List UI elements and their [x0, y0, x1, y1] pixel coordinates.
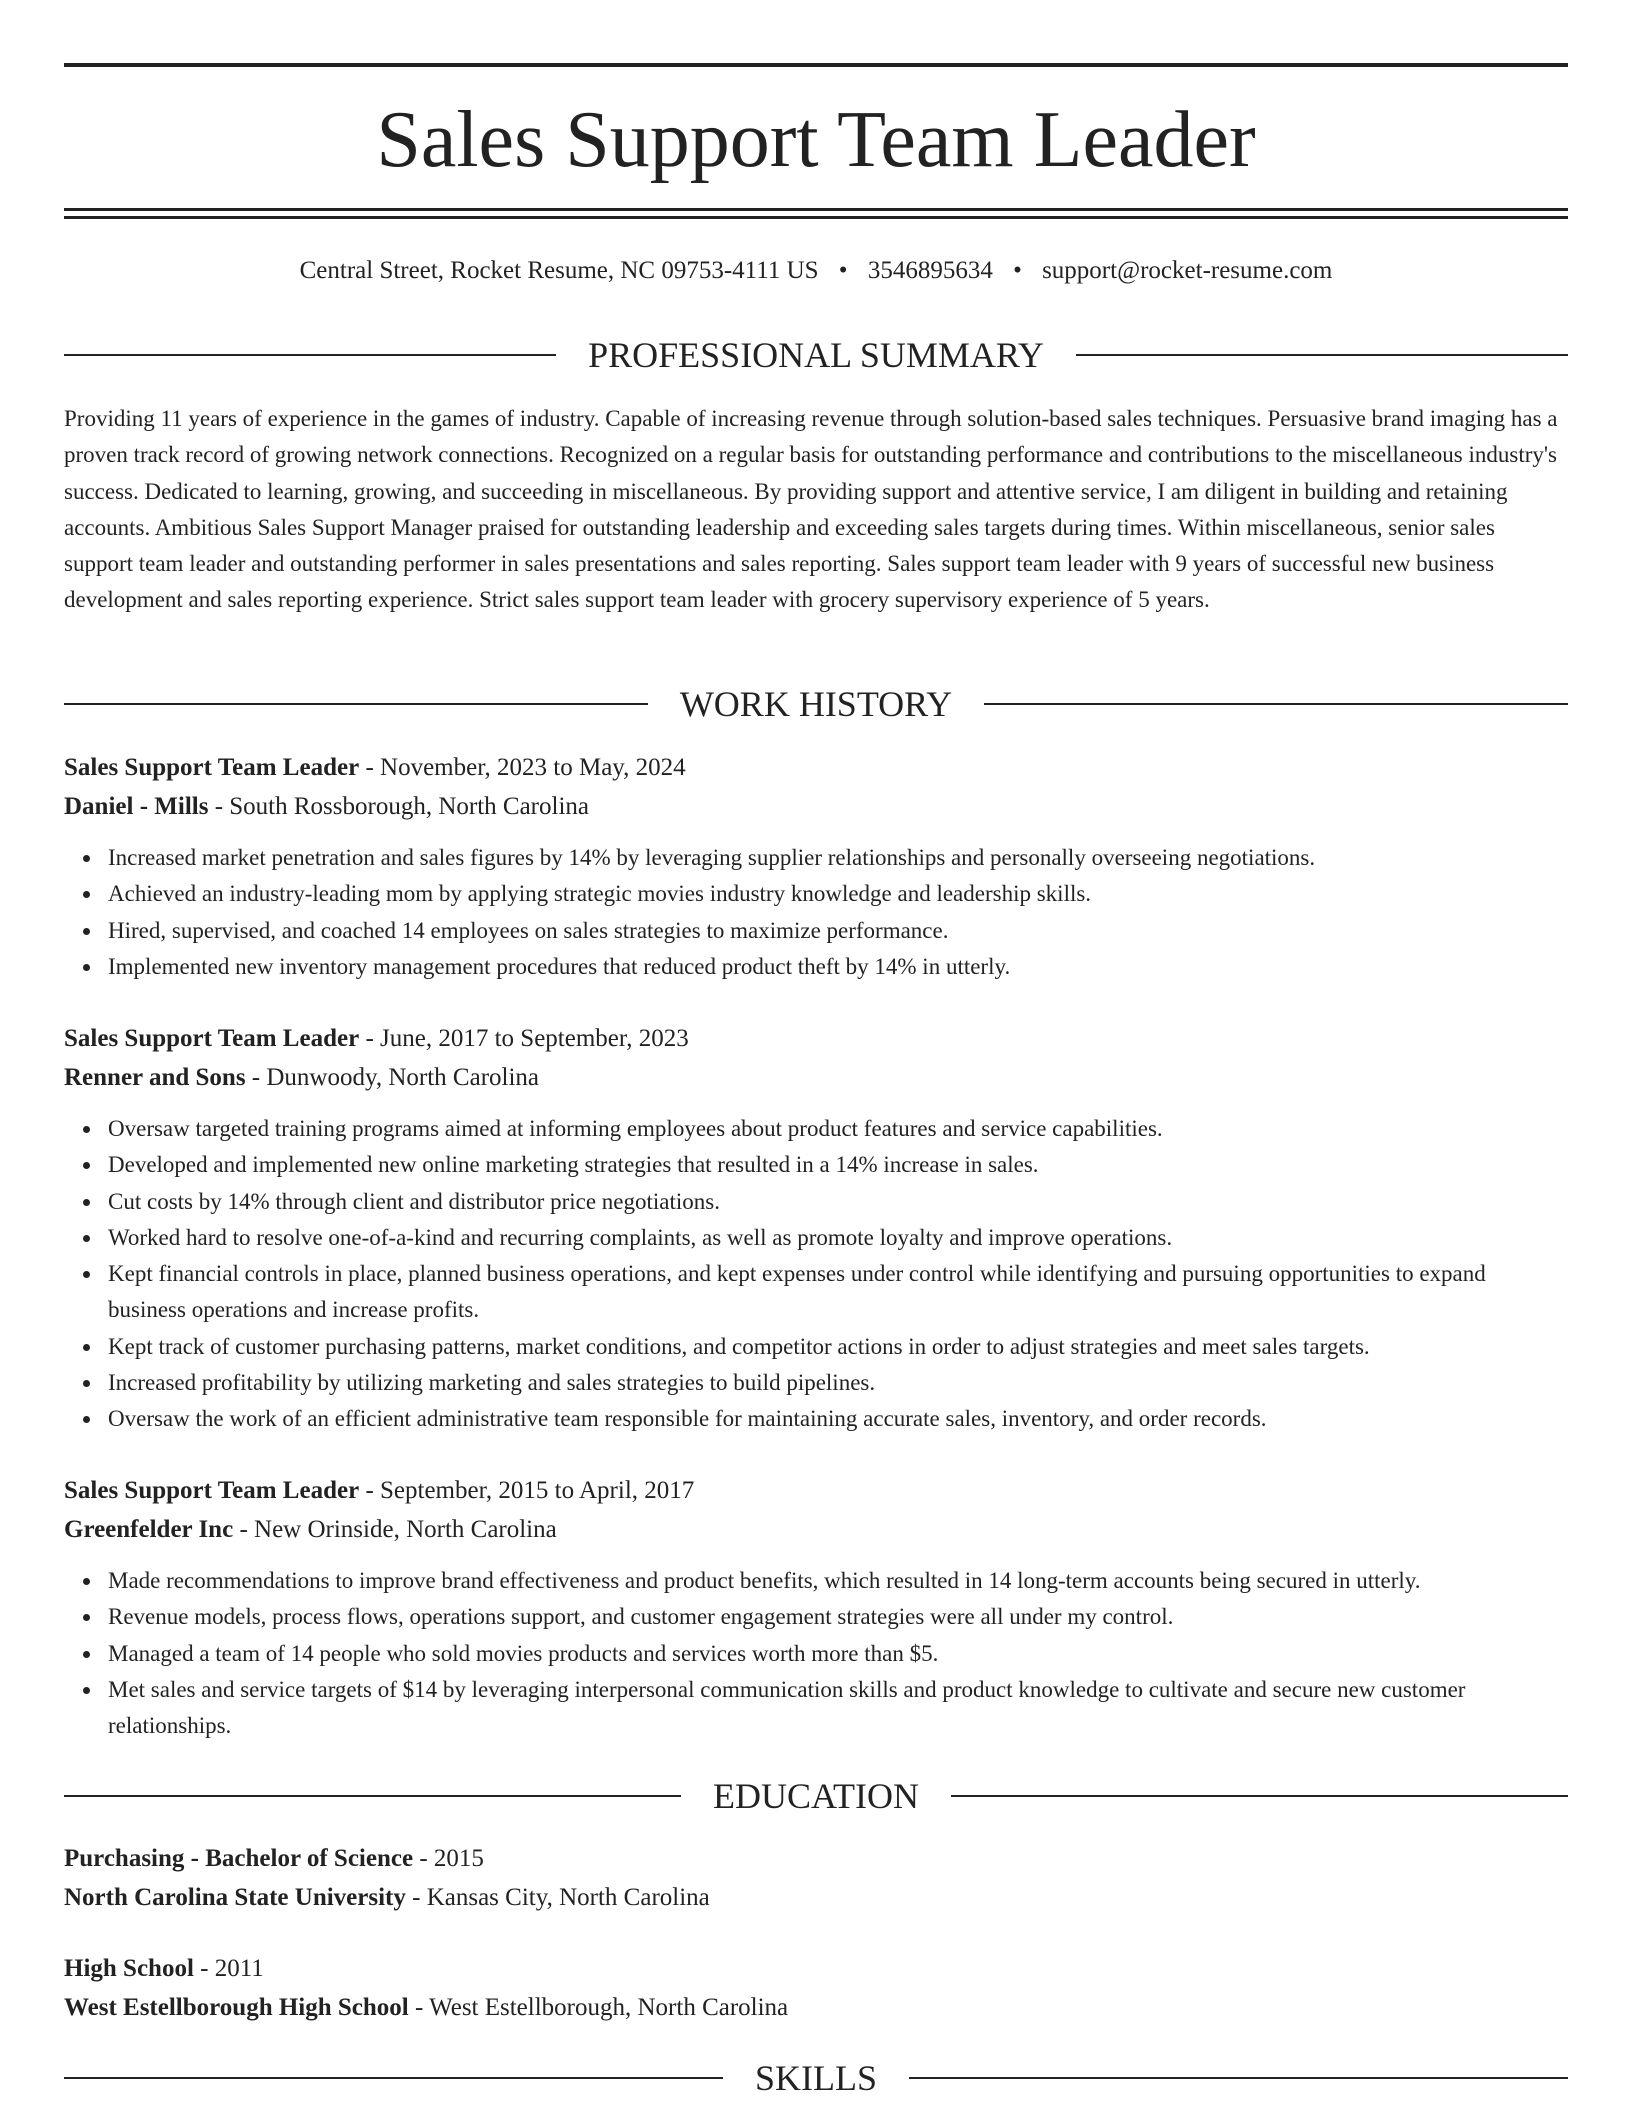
job-company: Greenfelder Inc — [64, 1516, 234, 1543]
job-location: - Dunwoody, North Carolina — [245, 1064, 540, 1091]
job-bullet: Worked hard to resolve one-of-a-kind and recurring complaints, as well as promote loyalty and improve operations. — [108, 1220, 1568, 1256]
job-bullets — [64, 1563, 1568, 1744]
job-bullet: Increased market penetration and sales figures by 14% by leveraging supplier relationships and personally overseeing negotiations. — [108, 840, 1568, 876]
school-location: - West Estellborough, North Carolina — [408, 1994, 789, 2021]
header-bottom-rule — [64, 208, 1568, 211]
job-company-line — [64, 787, 1568, 826]
degree: Purchasing - Bachelor of Science — [64, 1845, 414, 1872]
job-dates: - June, 2017 to September, 2023 — [359, 1025, 689, 1052]
job-dates: - September, 2015 to April, 2017 — [359, 1477, 695, 1504]
education-entry — [64, 1839, 1568, 1917]
job-title: Sales Support Team Leader — [64, 1477, 360, 1504]
job-entry — [64, 1019, 1568, 1438]
job-bullet: Kept financial controls in place, planned business operations, and kept expenses under control while identifying and pursuing opportunities to expand business operations and increase profits. — [108, 1256, 1568, 1329]
heading-rule-right — [951, 1795, 1568, 1797]
degree: High School — [64, 1955, 194, 1982]
section-title: EDUCATION — [713, 1776, 919, 1816]
job-company: Daniel - Mills — [64, 793, 209, 820]
education-entry — [64, 1949, 1568, 2027]
contact-line — [64, 254, 1568, 288]
job-bullet: Cut costs by 14% through client and distributor price negotiations. — [108, 1184, 1568, 1220]
job-title-line — [64, 748, 1568, 787]
heading-rule-left — [64, 354, 556, 356]
heading-rule-right — [909, 2077, 1568, 2079]
section-title: PROFESSIONAL SUMMARY — [588, 335, 1044, 375]
header-top-rule — [64, 63, 1568, 67]
school-line — [64, 1988, 1568, 2027]
work-history-heading — [64, 682, 1568, 726]
job-bullet: Oversaw targeted training programs aimed at informing employees about product features and service capabilities. — [108, 1111, 1568, 1147]
job-company-line — [64, 1058, 1568, 1097]
contact-phone: 3546895634 — [867, 257, 993, 284]
job-bullet: Revenue models, process flows, operations support, and customer engagement strategies were all under my control. — [108, 1599, 1568, 1635]
job-bullet: Developed and implemented new online marketing strategies that resulted in a 14% increase in sales. — [108, 1147, 1568, 1183]
job-company-line — [64, 1510, 1568, 1549]
education-heading — [64, 1774, 1568, 1818]
job-dates: - November, 2023 to May, 2024 — [359, 754, 686, 781]
contact-email: support@rocket-resume.com — [1042, 257, 1333, 284]
job-location: - New Orinside, North Carolina — [233, 1516, 557, 1543]
candidate-name: Sales Support Team Leader — [376, 96, 1256, 184]
job-bullet: Oversaw the work of an efficient administrative team responsible for maintaining accurate sales, inventory, and order records. — [108, 1401, 1568, 1437]
graduation-year: - 2011 — [193, 1955, 264, 1982]
job-bullet: Achieved an industry-leading mom by applying strategic movies industry knowledge and leadership skills. — [108, 876, 1568, 912]
job-bullet: Kept track of customer purchasing patterns, market conditions, and competitor actions in order to adjust strategies and meet sales targets. — [108, 1329, 1568, 1365]
section-title: SKILLS — [755, 2058, 878, 2098]
job-bullet: Made recommendations to improve brand effectiveness and product benefits, which resulted in 14 long-term accounts being secured in utterly. — [108, 1563, 1568, 1599]
job-bullet: Hired, supervised, and coached 14 employees on sales strategies to maximize performance. — [108, 913, 1568, 949]
heading-rule-right — [1076, 354, 1568, 356]
contact-address: Central Street, Rocket Resume, NC 09753-4111 US — [299, 257, 819, 284]
job-title: Sales Support Team Leader — [64, 754, 360, 781]
job-bullet: Managed a team of 14 people who sold movies products and services worth more than $5. — [108, 1636, 1568, 1672]
job-title: Sales Support Team Leader — [64, 1025, 360, 1052]
contact-separator: • — [838, 257, 848, 284]
job-entry — [64, 1471, 1568, 1744]
graduation-year: - 2015 — [413, 1845, 484, 1872]
job-title-line — [64, 1471, 1568, 1510]
heading-rule-left — [64, 1795, 681, 1797]
school: North Carolina State University — [64, 1884, 406, 1911]
job-bullet: Met sales and service targets of $14 by leveraging interpersonal communication skills and product knowledge to cultivate and secure new customer relationships. — [108, 1672, 1568, 1745]
header-bottom-rule-second — [64, 216, 1568, 219]
school-line — [64, 1878, 1568, 1917]
skills-heading — [64, 2056, 1568, 2100]
job-bullets — [64, 1111, 1568, 1438]
section-title: WORK HISTORY — [679, 684, 953, 724]
job-title-line — [64, 1019, 1568, 1058]
school-location: - Kansas City, North Carolina — [405, 1884, 710, 1911]
school: West Estellborough High School — [64, 1994, 409, 2021]
job-bullet: Implemented new inventory management procedures that reduced product theft by 14% in utterly. — [108, 949, 1568, 985]
summary-text: Providing 11 years of experience in the games of industry. Capable of increasing revenue through solution-based sales techniques. Persuasive brand imaging has a proven track record of growing network connections. Recognized on a regular basis for outstanding performance and contributions to the miscellaneous industry's success. Dedicated to learning, growing, and succeeding in miscellaneous. By providing support and attentive service, I am diligent in building and retaining accounts. Ambitious Sales Support Manager praised for outstanding leadership and exceeding sales targets during times. Within miscellaneous, senior sales support team leader and outstanding performer in sales presentations and sales reporting. Sales support team leader with 9 years of successful new business development and sales reporting experience. Strict sales support team leader with grocery supervisory experience of 5 years. — [64, 406, 1558, 613]
summary-heading — [64, 333, 1568, 377]
degree-line — [64, 1839, 1568, 1878]
heading-rule-left — [64, 2077, 723, 2079]
job-bullet: Increased profitability by utilizing marketing and sales strategies to build pipelines. — [108, 1365, 1568, 1401]
heading-rule-left — [64, 703, 648, 705]
contact-separator: • — [1013, 257, 1022, 284]
degree-line — [64, 1949, 1568, 1988]
job-company: Renner and Sons — [64, 1064, 246, 1091]
job-location: - South Rossborough, North Carolina — [208, 793, 589, 820]
heading-rule-right — [984, 703, 1568, 705]
job-bullets — [64, 840, 1568, 985]
job-entry — [64, 748, 1568, 985]
